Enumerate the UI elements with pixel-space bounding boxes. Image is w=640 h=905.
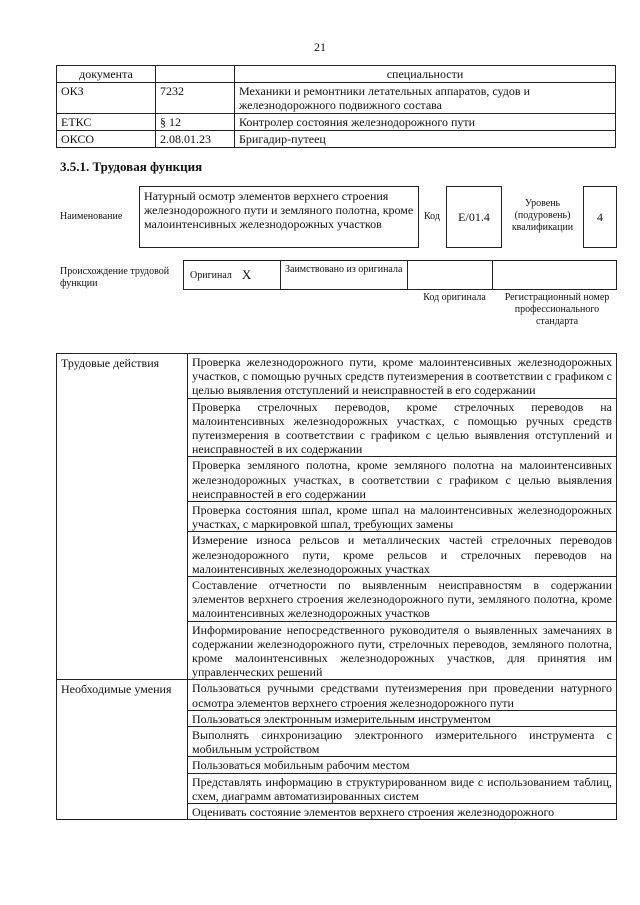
reg-number-label: Регистрационный номер профессионального стандарта — [504, 292, 610, 327]
row-code: 2.08.01.23 — [156, 131, 235, 148]
table-row — [57, 131, 616, 148]
row-name: Механики и ремонтники летательных аппаратов, судов и железнодорожного подвижного состава — [235, 83, 616, 114]
section-title: 3.5.1. Трудовая функция — [60, 159, 203, 174]
row-code: § 12 — [156, 114, 235, 131]
row-name: Контролер состояния железнодорожного пути — [235, 114, 616, 131]
original-label: Оригинал — [190, 269, 232, 281]
header-speciality: специальности — [235, 66, 616, 83]
code-original-label: Код оригинала — [423, 292, 486, 303]
details-table — [56, 353, 617, 820]
function-name: Натурный осмотр элементов верхнего строения железнодорожного пути и земляного полотна, кроме малоинтенсивных железнодорожных участков — [139, 186, 419, 248]
page-number: 21 — [314, 40, 326, 54]
borrowed-label: Заимствовано из оригинала — [281, 260, 408, 290]
origin-row — [183, 260, 617, 290]
original-cell — [183, 260, 281, 290]
origin-label: Происхождение трудовой функции — [60, 266, 170, 289]
classification-table — [56, 65, 616, 148]
code-label: Код — [424, 211, 440, 222]
table-row — [57, 680, 617, 710]
row-doc: ЕТКС — [57, 114, 156, 131]
row-code: 7232 — [156, 83, 235, 114]
skill-item: Оценивать состояние элементов верхнего строения железнодорожного — [188, 804, 617, 820]
classification-header-row — [57, 66, 616, 83]
action-item: Проверка земляного полотна, кроме земляного полотна на малоинтенсивных железнодорожных участках, в соответствии с графиком с целью выявления неисправностей в его содержании — [188, 457, 617, 502]
level-label: Уровень (подуровень) квалификации — [511, 198, 574, 233]
function-code: E/01.4 — [446, 186, 502, 248]
skill-item: Выполнять синхронизацию электронного измерительного инструмента с мобильным устройством — [188, 727, 617, 757]
skill-item: Пользоваться мобильным рабочим местом — [188, 757, 617, 773]
table-row — [57, 83, 616, 114]
action-item: Измерение износа рельсов и металлических частей стрелочных переводов железнодорожного пути, кроме рельсов и стрелочных переводов на малоинтенсивных железнодорожных участках — [188, 532, 617, 577]
skill-item: Пользоваться электронным измерительным инструментом — [188, 710, 617, 726]
row-doc: ОКСО — [57, 131, 156, 148]
table-row — [57, 114, 616, 131]
action-item: Информирование непосредственного руководителя о выявленных замечаниях в содержании железнодорожного пути, стрелочных переводов, земляного полотна, кроме малоинтенсивных железнодорожных участков, для принятия им управленческих решений — [188, 621, 617, 680]
level-value: 4 — [583, 186, 617, 248]
action-item: Проверка стрелочных переводов, кроме стрелочных переводов на малоинтенсивных железнодорожных участках, с помощью ручных средств путеизмерения в соответствии с графиком с целью выявления отступлений и неисправностей в их содержании — [188, 398, 617, 457]
action-item: Проверка состояния шпал, кроме шпал на малоинтенсивных железнодорожных участках, с маркировкой шпал, требующих замены — [188, 502, 617, 532]
original-mark: X — [241, 267, 252, 282]
action-item: Проверка железнодорожного пути, кроме малоинтенсивных железнодорожных участков, с помощью ручных средств путеизмерения в соответствии с графиком с целью выявления отступлений и неисправностей в его содержании — [188, 354, 617, 399]
skill-item: Пользоваться ручными средствами путеизмерения при проведении натурного осмотра элементов верхнего строения железнодорожного пути — [188, 680, 617, 710]
skills-label: Необходимые умения — [57, 680, 188, 820]
row-doc: ОКЗ — [57, 83, 156, 114]
code-original-cell — [408, 260, 493, 290]
table-row — [57, 354, 617, 399]
actions-label: Трудовые действия — [57, 354, 188, 680]
header-document: документа — [57, 66, 156, 83]
skill-item: Представлять информацию в структурированном виде с использованием таблиц, схем, диаграмм автоматизированных систем — [188, 773, 617, 803]
row-name: Бригадир-путеец — [235, 131, 616, 148]
name-label: Наименование — [60, 211, 123, 222]
reg-number-cell — [493, 260, 617, 290]
action-item: Составление отчетности по выявленным неисправностям в содержании элементов верхнего строения железнодорожного пути, земляного полотна, кроме малоинтенсивных железнодорожных участков — [188, 577, 617, 622]
